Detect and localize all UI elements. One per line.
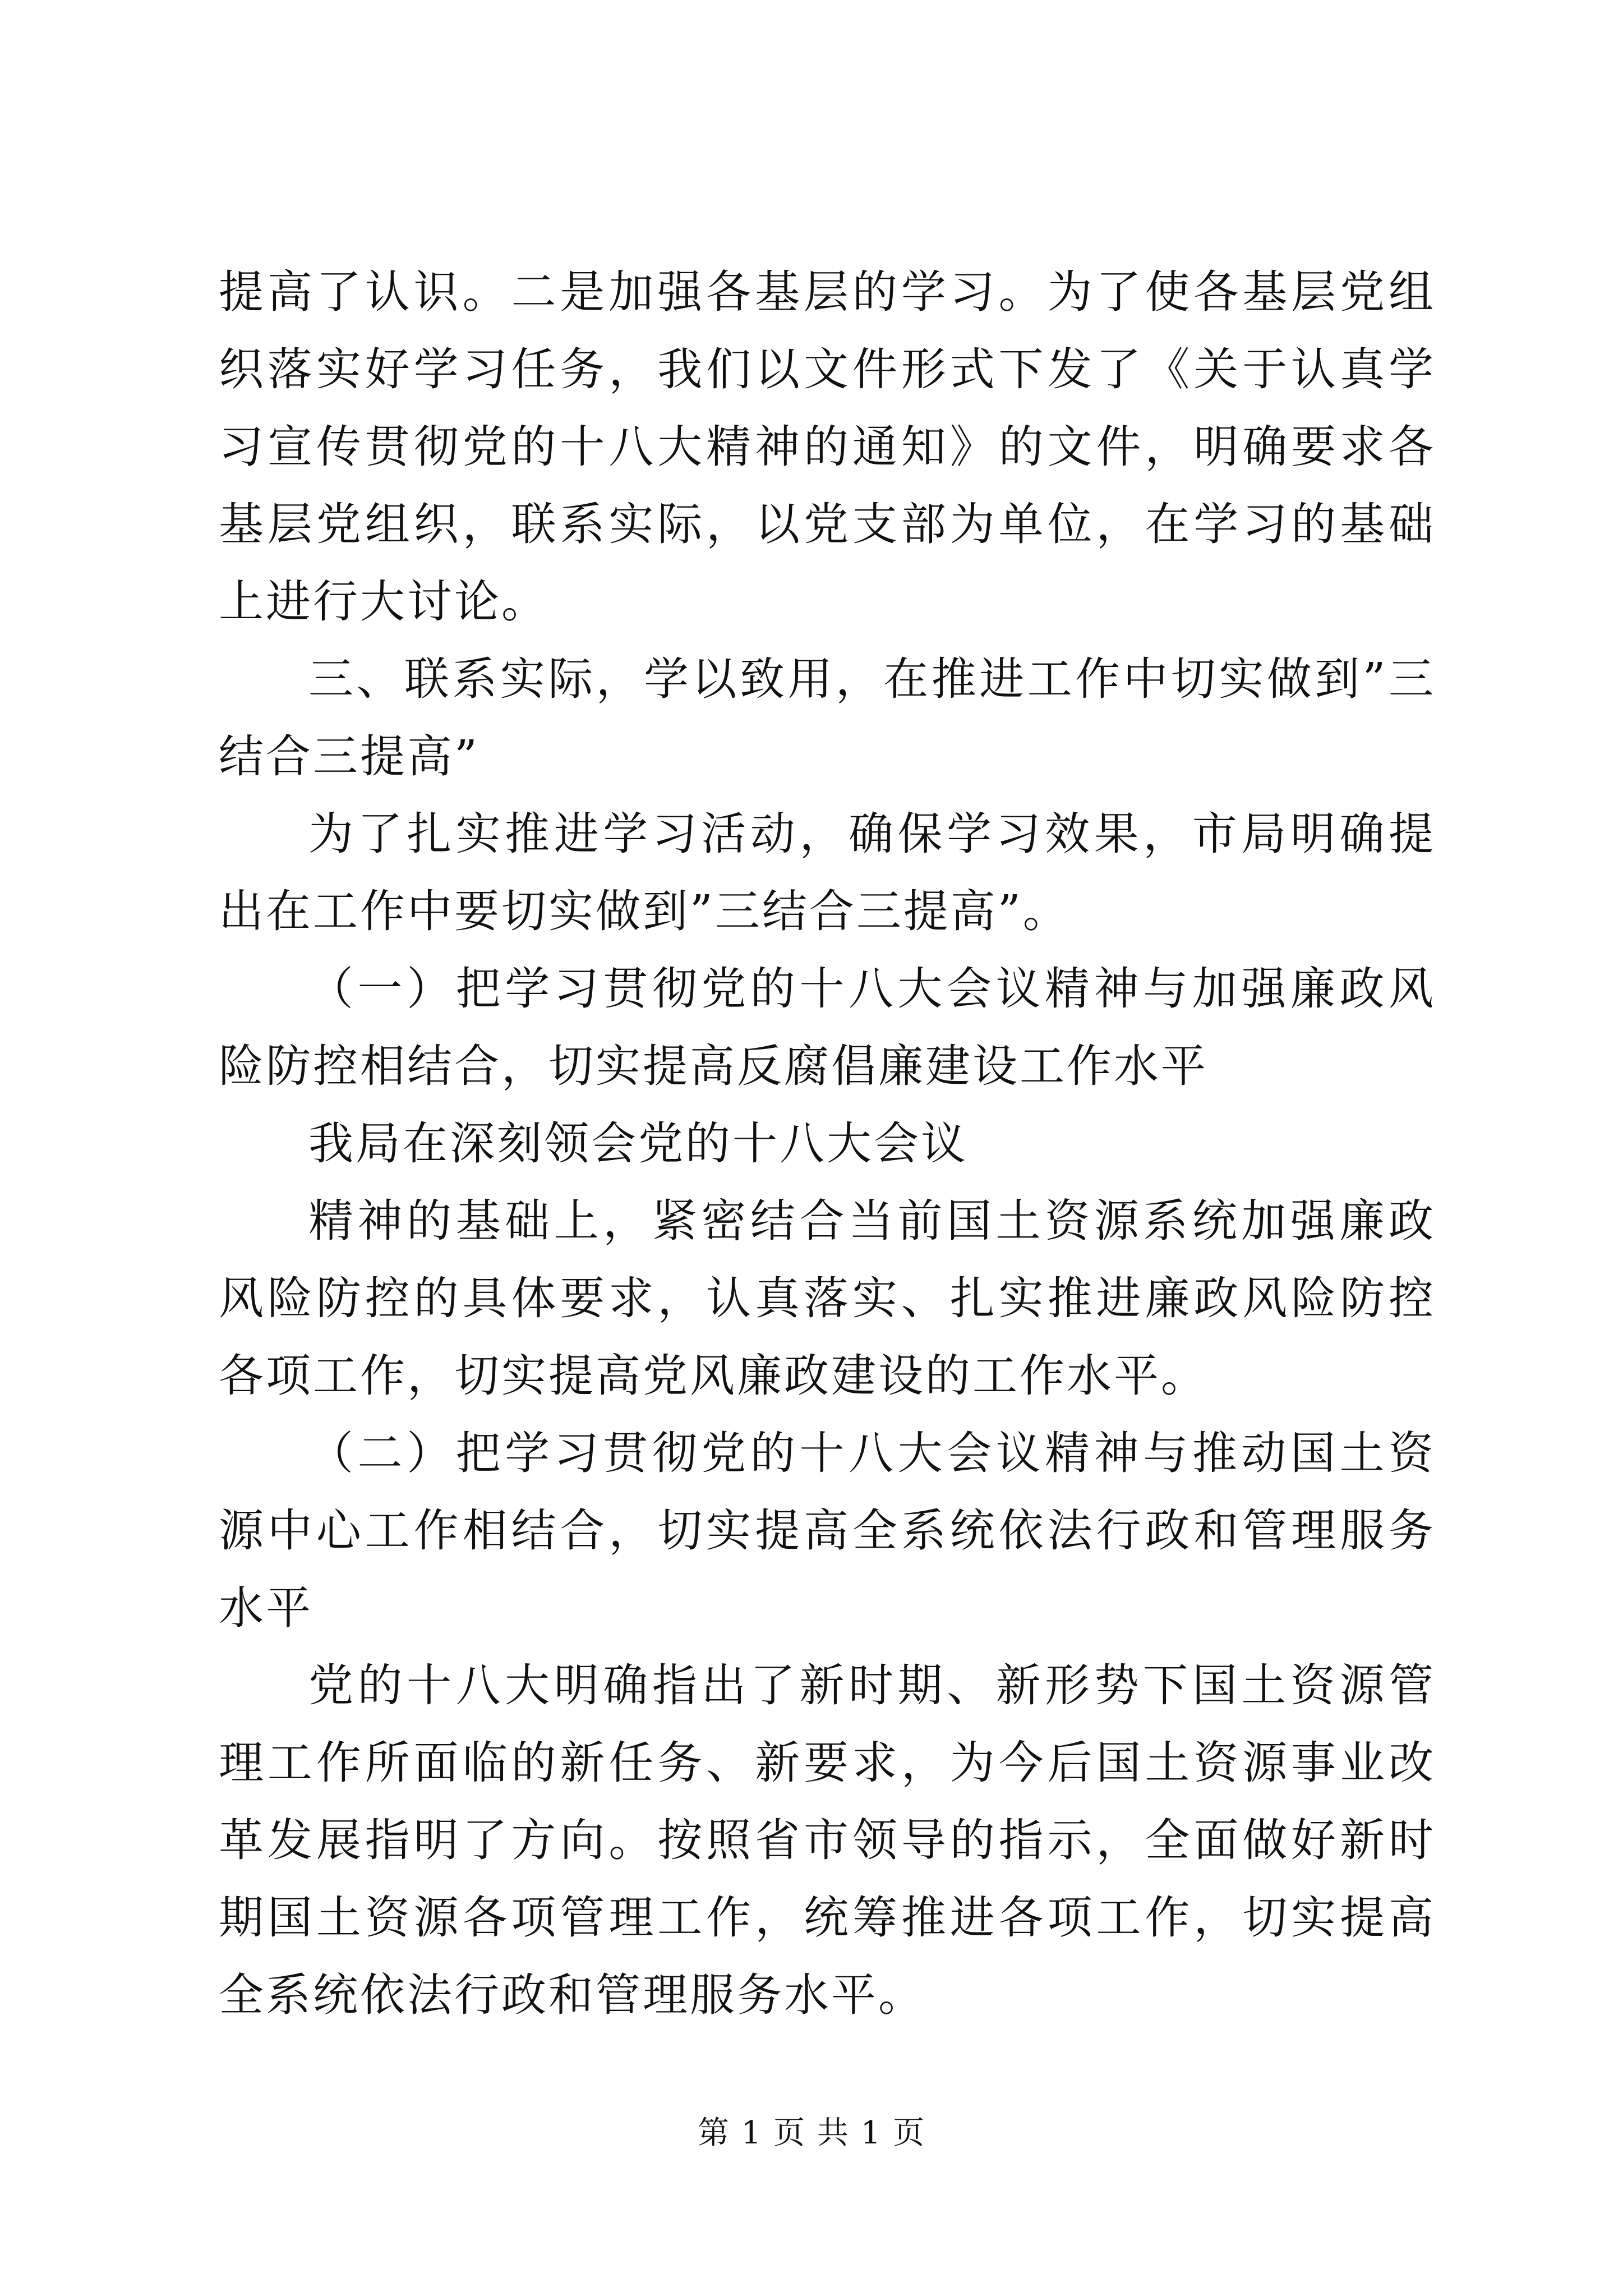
paragraph-one-body: 精神的基础上，紧密结合当前国土资源系统加强廉政风险防控的具体要求，认真落实、扎实推进廉政风险防控各项工作，切实提高党风廉政建设的工作水平。 (219, 1195, 1436, 1402)
section-heading-three: 三、联系实际，学以致用，在推进工作中切实做到”三结合三提高” (219, 653, 1436, 783)
subheading-one: （一）把学习贯彻党的十八大会议精神与加强廉政风险防控相结合，切实提高反腐倡廉建设工作水平 (219, 963, 1436, 1092)
document-body (219, 254, 1436, 2034)
paragraph-one-lead: 我局在深刻领会党的十八大会议 (308, 1117, 968, 1170)
page-footer: 第 1 页 共 1 页 (697, 2115, 926, 2151)
paragraph-two-body: 党的十八大明确指出了新时期、新形势下国土资源管理工作所面临的新任务、新要求，为今后国土资源事业改革发展指明了方向。按照省市领导的指示，全面做好新时期国土资源各项管理工作，统筹推进各项工作，切实提高全系统依法行政和管理服务水平。 (219, 1659, 1436, 2021)
paragraph-continuation: 提高了认识。二是加强各基层的学习。为了使各基层党组织落实好学习任务，我们以文件形式下发了《关于认真学习宣传贯彻党的十八大精神的通知》的文件，明确要求各基层党组织，联系实际，以党支部为单位，在学习的基础上进行大讨论。 (219, 266, 1436, 628)
subheading-two: （二）把学习贯彻党的十八大会议精神与推动国土资源中心工作相结合，切实提高全系统依法行政和管理服务水平 (219, 1427, 1436, 1634)
paragraph-intro-three: 为了扎实推进学习活动，确保学习效果，市局明确提出在工作中要切实做到”三结合三提高”。 (219, 808, 1436, 937)
